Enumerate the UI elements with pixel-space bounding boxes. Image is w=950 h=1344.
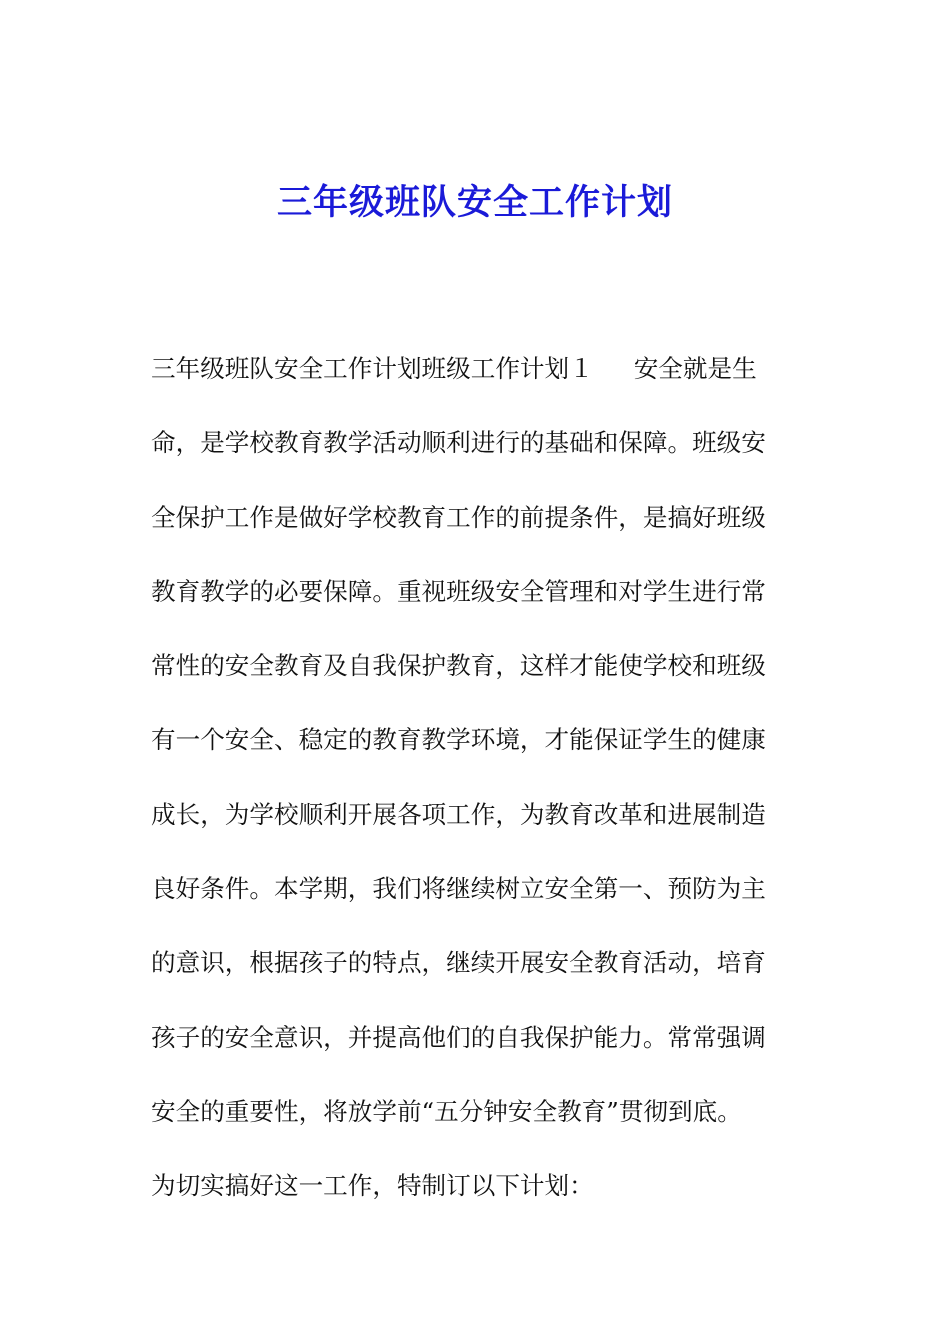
paragraph-line: 教育教学的必要保障。重视班级安全管理和对学生进行常 — [151, 576, 766, 606]
paragraph-line: 命，是学校教育教学活动顺利进行的基础和保障。班级安 — [151, 428, 766, 458]
paragraph-line: 有一个安全、稳定的教育教学环境，才能保证学生的健康 — [151, 725, 766, 755]
paragraph-line: 为切实搞好这一工作，特制订以下计划： — [151, 1171, 594, 1201]
document-body — [151, 332, 791, 1224]
paragraph-line: 孩子的安全意识，并提高他们的自我保护能力。常常强调 — [151, 1022, 766, 1052]
paragraph-line: 良好条件。本学期，我们将继续树立安全第一、预防为主 — [151, 874, 766, 904]
paragraph-line: 成长，为学校顺利开展各项工作，为教育改革和进展制造 — [151, 799, 766, 829]
paragraph-line: 全保护工作是做好学校教育工作的前提条件，是搞好班级 — [151, 502, 766, 532]
paragraph-line: 常性的安全教育及自我保护教育，这样才能使学校和班级 — [151, 651, 766, 681]
paragraph-line: 安全的重要性，将放学前“五分钟安全教育”贯彻到底。 — [151, 1096, 742, 1126]
paragraph-line — [151, 332, 791, 406]
line-text: 三年级班队安全工作计划班级工作计划１ — [151, 354, 594, 383]
paragraph-line: 的意识，根据孩子的特点，继续开展安全教育活动，培育 — [151, 948, 766, 978]
line-text: 安全就是生 — [633, 354, 757, 383]
document-title: 三年级班队安全工作计划 — [276, 182, 673, 223]
